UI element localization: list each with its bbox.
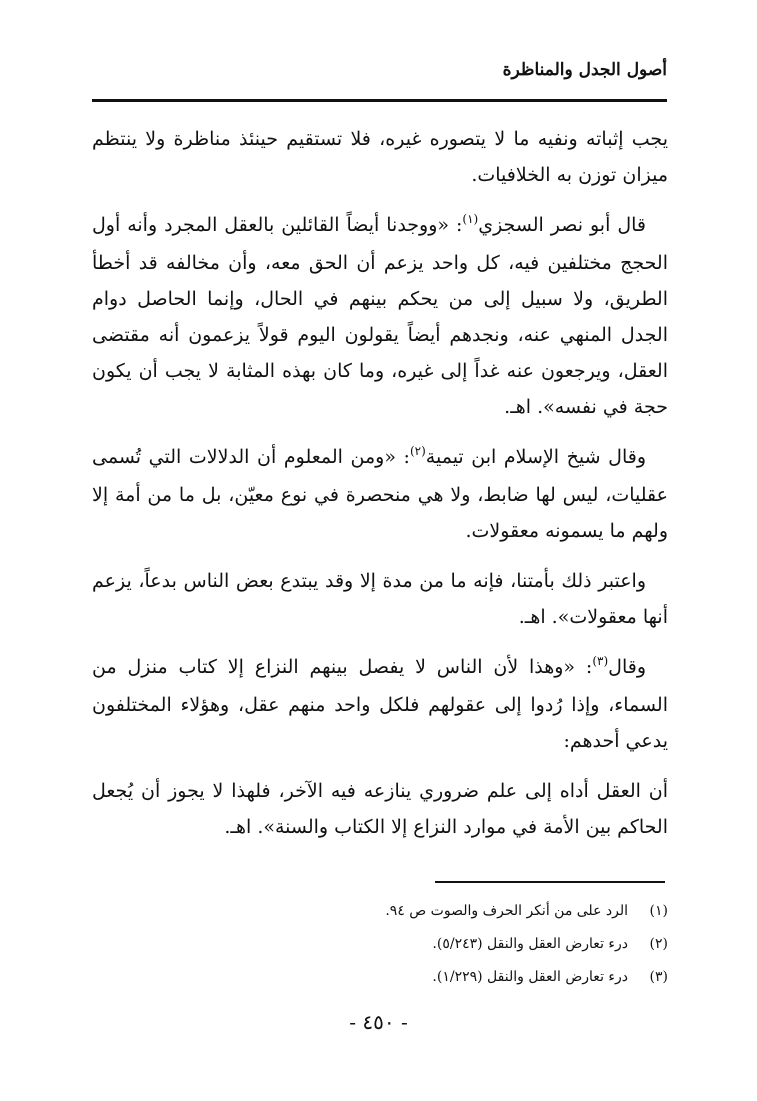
paragraph-1 [92, 121, 668, 193]
footnote-number: (٣) [649, 969, 668, 985]
paragraph-4 [92, 563, 668, 635]
paragraph-text: واعتبر ذلك بأمتنا، فإنه ما من مدة إلا وقد يبتدع بعض الناس بدعاً، يزعم أنها معقولات». اهـ. [92, 570, 668, 628]
footnote-number: (٢) [649, 936, 668, 952]
page-number: - ٤٥٠ - [349, 1010, 408, 1034]
paragraph-5 [92, 649, 668, 759]
paragraph-2 [92, 207, 668, 425]
footnote-3 [92, 961, 668, 994]
paragraph-text: وقال [608, 656, 646, 678]
running-header [92, 58, 667, 102]
header-rule [92, 99, 667, 102]
paragraph-text: : «وهذا لأن الناس لا يفصل بينهم النزاع إلا كتاب منزل من السماء، وإذا رُدوا إلى عقولهم فلكل واحد منهم عقل، وهؤلاء المختلفون يدعي أحدهم: [92, 656, 668, 752]
paragraph-3 [92, 439, 668, 549]
footnote-ref-3[interactable]: (٣) [592, 654, 609, 668]
paragraph-text: أن العقل أداه إلى علم ضروري ينازعه فيه الآخر، فلهذا لا يجوز أن يُجعل الحاكم بين الأمة في موارد النزاع إلا الكتاب والسنة». اهـ. [92, 780, 668, 838]
book-title: أصول الجدل والمناظرة [502, 60, 667, 80]
footnote-number: (١) [649, 903, 668, 919]
footnotes [92, 895, 668, 994]
footnote-text: الرد على من أنكر الحرف والصوت ص ٩٤. [385, 903, 628, 919]
paragraph-text: يجب إثباته ونفيه ما لا يتصوره غيره، فلا تستقيم حينئذ مناظرة ولا ينتظم ميزان توزن به الخلافيات. [92, 128, 668, 186]
paragraph-text: : «ووجدنا أيضاً القائلين بالعقل المجرد وأنه أول الحجج مختلفين فيه، كل واحد يزعم أن الحق معه، وأن مخالفه قد أخطأ الطريق، ولا سبيل إلى من يحكم بينهم في الحال، وإنما الحاصل دوام الجدل المنهي عنه، ونجدهم أيضاً يقولون اليوم قولاً يزعمون أنه مقتضى العقل، ويرجعون عنه غداً إلى غيره، وما كان بهذه المثابة لا يجب أن يكون حجة في نفسه». اهـ. [92, 214, 668, 418]
paragraph-text: : «ومن المعلوم أن الدلالات التي تُسمى عقليات، ليس لها ضابط، ولا هي منحصرة في نوع معيّن، بل ما من أمة إلا ولهم ما يسمونه معقولات. [92, 446, 668, 542]
footnote-ref-2[interactable]: (٢) [409, 444, 426, 458]
footnote-1 [92, 895, 668, 928]
footnote-2 [92, 928, 668, 961]
paragraph-text: قال أبو نصر السجزي [478, 214, 646, 236]
paragraph-text: وقال شيخ الإسلام ابن تيمية [425, 446, 646, 468]
footnote-rule [435, 881, 665, 883]
footnote-text: درء تعارض العقل والنقل (٥/٢٤٣). [432, 936, 628, 952]
footnote-text: درء تعارض العقل والنقل (١/٢٢٩). [432, 969, 628, 985]
main-text [92, 121, 668, 859]
paragraph-6 [92, 773, 668, 845]
footnote-ref-1[interactable]: (١) [462, 212, 479, 226]
